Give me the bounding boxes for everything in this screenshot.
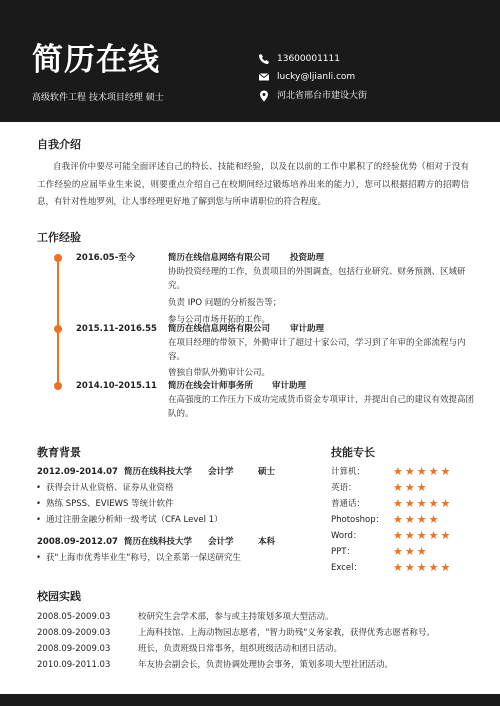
work-company: 简历在线信息网络有限公司: [168, 253, 271, 263]
campus-date: 2008.09-2009.03: [37, 628, 111, 638]
edu-bullet: • 获"上海市优秀毕业生"称号，以全系第一保送研究生: [46, 552, 241, 564]
edu-major: 会计学: [208, 537, 234, 547]
work-date: 2016.05-至今: [76, 253, 136, 263]
work-desc-line: 在项目经理的带领下，外勤审计了超过十家公司，学习到了年审的全部流程与内容。: [168, 338, 466, 362]
edu-degree: 本科: [258, 537, 276, 547]
work-desc-line: 曾独自带队外勤审计公司。: [168, 368, 271, 378]
skill-stars: ★★★★★: [393, 465, 453, 478]
campus-text: 校研究生会学术部，参与或主持策划多项大型活动。: [138, 612, 334, 622]
campus-text: 上海科技馆、上海动物园志愿者，"智力助残"义务家教，获得优秀志愿者称号。: [138, 628, 435, 638]
timeline-line: [57, 257, 59, 387]
campus-text: 班长，负责班级日常事务，组织班级活动和团日活动。: [138, 644, 343, 654]
work-desc: [168, 265, 478, 327]
campus-date: 2010.09-2011.03: [37, 660, 111, 670]
work-desc: [168, 336, 478, 380]
phone-text: 13600001111: [277, 54, 340, 64]
work-desc-line: 参与公司市场开拓的工作。: [168, 315, 271, 325]
timeline-dot: [54, 325, 62, 333]
contact-email: [258, 71, 355, 83]
edu-bullet: • 获得会计从业资格、证券从业资格: [46, 482, 174, 494]
email-text: lucky@ljianli.com: [277, 72, 356, 82]
campus-date: 2008.05-2009.03: [37, 612, 111, 622]
work-desc-line: 负责 IPO 问题的分析报告等；: [168, 298, 282, 308]
edu-bullet: • 熟练 SPSS、EVIEWS 等统计软件: [46, 498, 174, 510]
edu-date: 2012.09-2014.07: [37, 467, 118, 477]
contact-address: [258, 90, 367, 102]
skill-stars: ★★★★: [393, 513, 441, 526]
timeline-dot: [54, 254, 62, 262]
work-desc-line: 在高强度的工作压力下成功完成货币资金专项审计，并提出自己的建议有效提高团队的。: [168, 395, 475, 419]
location-icon: [258, 90, 270, 102]
skill-name: 普通话：: [331, 499, 366, 509]
campus-date: 2008.09-2009.03: [37, 644, 111, 654]
section-title-work: 工作经验: [37, 231, 81, 244]
skill-name: Excel：: [331, 563, 363, 573]
work-desc-line: 协助投资经理的工作，负责项目的外围调查，包括行业研究、财务预测、区域研究。: [168, 267, 466, 291]
skill-stars: ★★★: [393, 545, 429, 558]
edu-school: 简历在线科技大学: [124, 467, 193, 477]
skill-name: Photoshop：: [331, 515, 385, 525]
footer-bar: [0, 694, 500, 706]
edu-major: 会计学: [208, 467, 234, 477]
skill-name: 计算机：: [331, 467, 366, 477]
skill-stars: ★★★★★: [393, 529, 453, 542]
section-title-campus: 校园实践: [37, 590, 81, 603]
job-subtitle: 高级软件工程 技术项目经理 硕士: [32, 93, 164, 103]
edu-date: 2008.09-2012.07: [37, 537, 118, 547]
person-name: 简历在线: [32, 42, 160, 78]
work-role: 投资助理: [290, 253, 325, 263]
work-role: 审计助理: [290, 324, 325, 334]
work-company: 简历在线信息网络有限公司: [168, 324, 271, 334]
work-role: 审计助理: [272, 381, 307, 391]
work-date: 2014.10-2015.11: [76, 381, 157, 391]
skill-stars: ★★★★★: [393, 561, 453, 574]
work-desc: [168, 393, 478, 421]
skill-name: PPT：: [331, 547, 355, 557]
work-date: 2015.11-2016.55: [76, 324, 157, 334]
work-company: 简历在线会计师事务所: [168, 381, 254, 391]
edu-degree: 硕士: [258, 467, 276, 477]
section-title-skills: 技能专长: [331, 446, 375, 459]
address-text: 河北省邢台市建设大街: [277, 91, 368, 101]
contact-phone: [258, 53, 340, 65]
section-title-intro: 自我介绍: [37, 138, 81, 151]
mail-icon: [258, 71, 270, 83]
skill-stars: ★★★★★: [393, 497, 453, 510]
section-title-education: 教育背景: [37, 446, 81, 459]
skill-name: 英语：: [331, 483, 357, 493]
skill-stars: ★★★: [393, 481, 429, 494]
edu-bullet: • 通过注册金融分析师一级考试（CFA Level 1）: [46, 514, 223, 526]
header-banner: [0, 0, 500, 122]
timeline-dot: [54, 382, 62, 390]
intro-paragraph: 自我评价中要尽可能全面评述自己的特长、技能和经验，以及在以前的工作中累积了的经验优势（相对于没有工作经验的应届毕业生来说，则要重点介绍自己在校期间经过锻炼培养出来的能力），您可以根据招聘方的招聘信息，有针对性地罗列，让人事经理更好地了解到您与所申请职位的符合程度。: [37, 162, 469, 207]
skill-name: Word：: [331, 531, 362, 541]
campus-text: 年友协会副会长，负责协调处理协会事务，策划多项大型社团活动。: [138, 660, 394, 670]
phone-icon: [258, 53, 270, 65]
edu-school: 简历在线科技大学: [124, 537, 193, 547]
